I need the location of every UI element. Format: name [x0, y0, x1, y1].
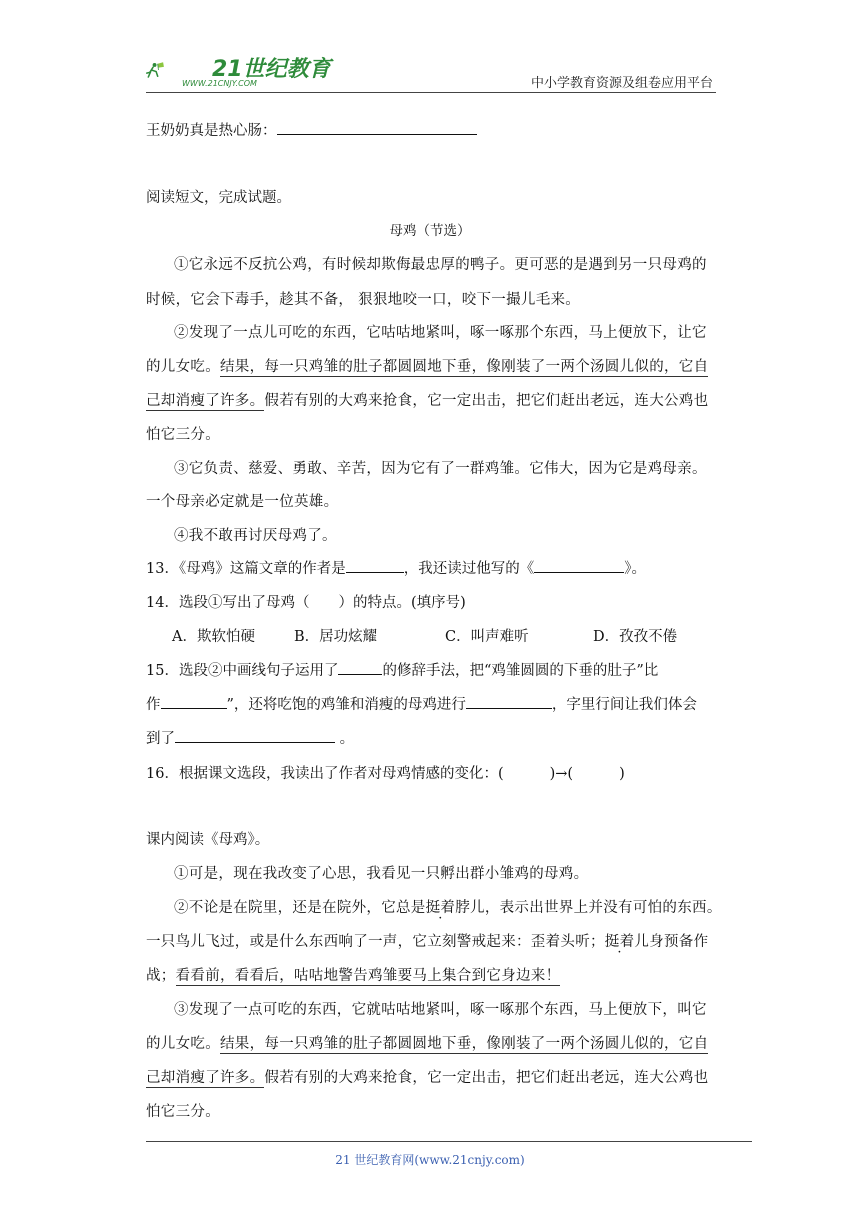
reading2-p2-line2: [146, 930, 708, 951]
question-14: 14．选段①写出了母鸡（ ）的特点。(填序号): [146, 595, 466, 611]
logo-url: WWW.21CNJY.COM: [182, 79, 257, 88]
q13-text-b: ，我还读过他写的《: [403, 561, 535, 577]
reading2-p3-line1: ③发现了一点可吃的东西，它就咕咕地紧叫，啄一啄那个东西，马上便放下，叫它: [174, 1002, 707, 1018]
dotted-word: 挺着: [604, 934, 635, 950]
reading1-p3-line2: 一个母亲必定就是一位英雄。: [146, 494, 339, 510]
q13-text-c: 》。: [624, 561, 646, 577]
plain-text: 的儿女吃。: [146, 1036, 220, 1052]
q15-text-a: 15．选段②中画线句子运用了: [146, 663, 339, 679]
plain-text: 假若有别的大鸡来抢食，它一定出击，把它们赶出老远，连大公鸡也: [264, 1070, 709, 1086]
reading2-p2-line1: [174, 896, 722, 917]
reading2-p3-line3: [146, 1066, 708, 1087]
q15-feeling-blank[interactable]: [175, 728, 335, 743]
underlined-sentence: 结果，每一只鸡雏的肚子都圆圆地下垂，像刚装了一两个汤圆儿似的，它自: [220, 1036, 709, 1052]
prev-answer-line: [146, 119, 477, 140]
reading1-p4: ④我不敢再讨厌母鸡了。: [174, 528, 337, 544]
underlined-sentence: 己却消瘦了许多。: [146, 393, 265, 409]
q15-text-b: 的修辞手法，把“鸡雏圆圆的下垂的肚子”比: [382, 663, 659, 679]
reading1-p3-line1: ③它负责、慈爱、勇敢、辛苦，因为它有了一群鸡雏。它伟大，因为它是鸡母亲。: [174, 461, 707, 477]
plain-text: 的儿女吃。: [146, 359, 220, 375]
q14-option-c[interactable]: C．叫声难听: [445, 629, 529, 645]
question-13: [146, 557, 646, 578]
platform-title: 中小学教育资源及组卷应用平台: [531, 76, 714, 91]
q16-text-a: 16．根据课文选段，我读出了作者对母鸡情感的变化：(: [146, 766, 504, 782]
reading2-p3-line4: 怕它三分。: [146, 1104, 220, 1120]
reading1-p1-line1: ①它永远不反抗公鸡，有时候却欺侮最忠厚的鸭子。更可恶的是遇到另一只母鸡的: [174, 257, 707, 273]
reading1-p1-line2: 时候，它会下毒手，趁其不备， 狠狠地咬一口，咬下一撮儿毛来。: [146, 292, 581, 308]
q15-rhetoric-blank[interactable]: [338, 660, 382, 675]
question-15-line3: [146, 727, 354, 748]
footer-link[interactable]: 21 世纪教育网(www.21cnjy.com): [335, 1153, 525, 1167]
underlined-sentence: 结果，每一只鸡雏的肚子都圆圆地下垂，像刚装了一两个汤圆儿似的，它自: [220, 359, 709, 375]
q15-text-e: ，字里行间让我们体会: [551, 697, 697, 713]
q13-author-blank[interactable]: [346, 558, 404, 573]
reading1-p2-line2: [146, 355, 708, 376]
q15-text-g: 。: [335, 731, 355, 747]
reading2-p2-line3: [146, 964, 560, 985]
q15-contrast-blank[interactable]: [466, 694, 552, 709]
plain-text: 儿身预备作: [634, 934, 709, 950]
plain-text: 战；: [146, 968, 176, 984]
plain-text: 脖儿，表示出世界上并没有可怕的东西。: [455, 900, 722, 916]
q15-text-c: 作: [146, 697, 161, 713]
plain-text: 一只鸟儿飞过，或是什么东西响了一声，它立刻警戒起来：歪着头听；: [146, 934, 605, 950]
reading2-p1: ①可是，现在我改变了心思，我看见一只孵出群小雏鸡的母鸡。: [174, 866, 589, 882]
q15-text-d: ”，还将吃饱的鸡雏和消瘦的母鸡进行: [226, 697, 466, 713]
logo-text: 21世纪教育: [212, 57, 331, 82]
question-15-line1: [146, 659, 658, 680]
reading2-intro: 课内阅读《母鸡》。: [146, 832, 270, 848]
answer-blank[interactable]: [277, 120, 477, 135]
q15-metaphor-blank[interactable]: [161, 694, 227, 709]
underlined-sentence: 己却消瘦了许多。: [146, 1070, 265, 1086]
q15-text-f: 到了: [146, 731, 175, 747]
reading1-title: 母鸡（节选）: [389, 223, 471, 239]
dotted-word: 挺着: [425, 900, 456, 916]
reading1-p2-line4: 怕它三分。: [146, 427, 220, 443]
footer-divider: [146, 1141, 752, 1142]
q14-option-d[interactable]: D．孜孜不倦: [593, 629, 678, 645]
q14-option-b[interactable]: B．居功炫耀: [294, 629, 378, 645]
plain-text: ②不论是在院里，还是在院外，它总是: [174, 900, 426, 916]
q16-text-c: ): [619, 766, 625, 782]
underlined-sentence: 看看前，看看后，咕咕地警告鸡雏要马上集合到它身边来！: [175, 968, 561, 984]
q14-option-a[interactable]: A．欺软怕硬: [172, 629, 255, 645]
plain-text: 假若有别的大鸡来抢食，它一定出击，把它们赶出老远，连大公鸡也: [264, 393, 709, 409]
prev-question-text: 王奶奶真是热心肠：: [146, 123, 277, 139]
reading1-intro: 阅读短文，完成试题。: [146, 190, 291, 206]
question-16: [146, 762, 625, 783]
reading1-p2-line3: [146, 389, 708, 410]
reading2-p3-line2: [146, 1032, 708, 1053]
question-15-line2: [146, 693, 697, 714]
q13-book-blank[interactable]: [534, 558, 624, 573]
header-divider: [146, 92, 716, 93]
q16-text-b: )→(: [549, 766, 574, 782]
reading1-p2-line1: ②发现了一点儿可吃的东西，它咕咕地紧叫，啄一啄那个东西，马上便放下，让它: [174, 325, 707, 341]
q13-text-a: 13．《母鸡》这篇文章的作者是: [146, 561, 346, 577]
